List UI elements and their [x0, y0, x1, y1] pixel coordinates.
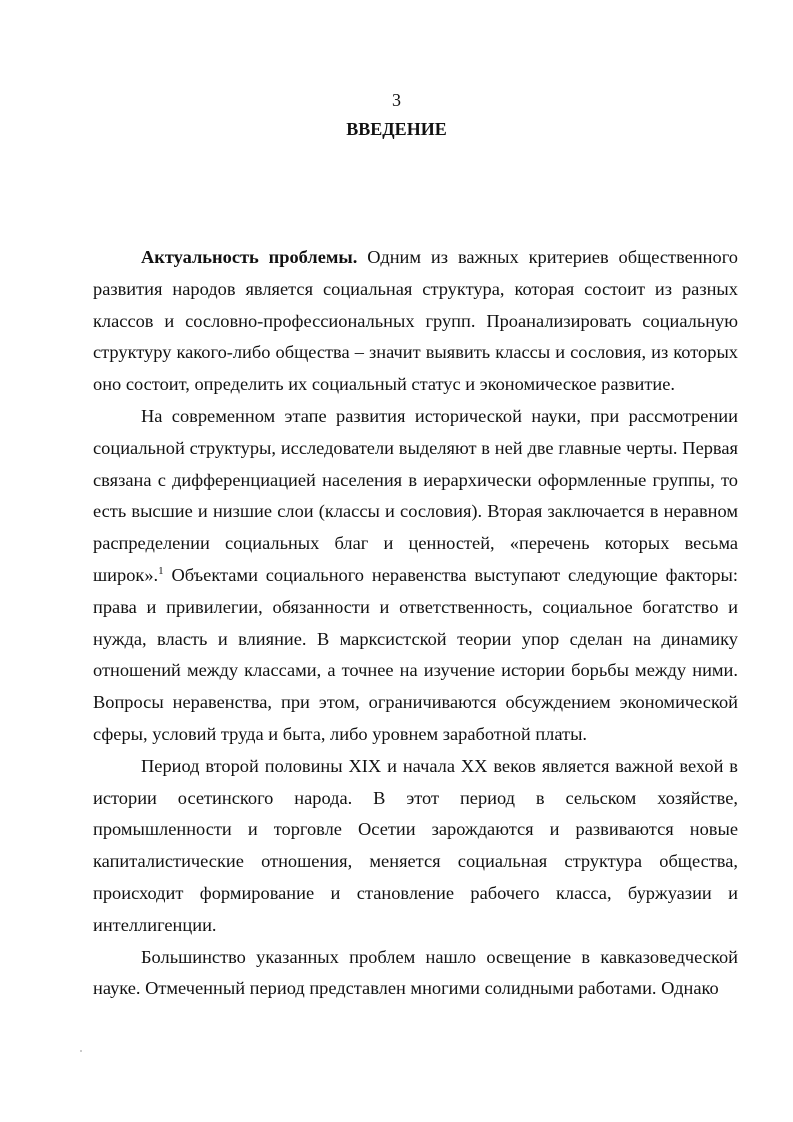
paragraph-text: Период второй половины XIX и начала XX веков является важной вехой в истории осетинского народа. В этот период в сельском хозяйстве, промышленности и торговле Осетии зарождаются и развиваются новые капиталистические отношения, меняется социальная структура общества, происходит формирование и становление рабочего класса, буржуазии и интеллигенции. [93, 755, 738, 935]
paragraph-text: Большинство указанных проблем нашло освещение в кавказоведческой науке. Отмеченный период представлен многими солидными работами. Однако [93, 946, 738, 999]
paragraph-historiography [93, 942, 738, 1006]
body-text [93, 242, 738, 1005]
page-title: ВВЕДЕНИЕ [346, 119, 447, 139]
paragraph-text: Объектами социального неравенства выступают следующие факторы: права и привилегии, обязанности и ответственность, социальное богатство и нужда, власть и влияние. В марксистской теории упор сделан на динамику отношений между классами, а точнее на изучение истории борьбы между ними. Вопросы неравенства, при этом, ограничиваются обсуждением экономической сферы, условий труда и быта, либо уровнем заработной платы. [93, 564, 738, 744]
paragraph-period [93, 751, 738, 942]
scan-dot [80, 1050, 82, 1052]
paragraph-text: На современном этапе развития исторической науки, при рассмотрении социальной структуры, исследователи выделяют в ней две главные черты. Первая связана с дифференциацией населения в иерархически оформленные группы, то есть высшие и низшие слои (классы и сословия). Вторая заключается в неравном распределении социальных благ и ценностей, «перечень которых весьма широк». [93, 405, 738, 585]
paragraph-lead: Актуальность проблемы. [141, 247, 358, 267]
footnote-reference[interactable]: 1 [158, 564, 164, 577]
paragraph-social-structure [93, 401, 738, 751]
paragraph-relevance [93, 242, 738, 401]
page-number: 3 [392, 90, 401, 110]
paragraph-text: Одним из важных критериев общественного развития народов является социальная структура, которая состоит из разных классов и сословно-профессиональных групп. Проанализировать социальную структуру какого-либо общества – значит выявить классы и сословия, из которых оно состоит, определить их социальный статус и экономическое развитие. [93, 247, 738, 395]
